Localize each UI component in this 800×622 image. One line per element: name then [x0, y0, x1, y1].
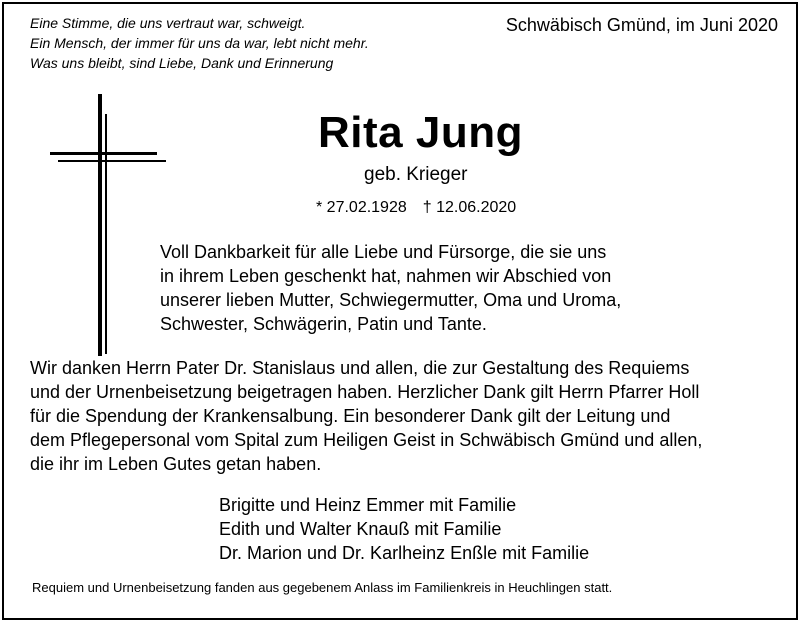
text-line: Schwester, Schwägerin, Patin und Tante.	[160, 314, 487, 334]
place-date: Schwäbisch Gmünd, im Juni 2020	[505, 15, 778, 35]
poem-line: Eine Stimme, die uns vertraut war, schweigt.	[30, 15, 306, 31]
poem-line: Ein Mensch, der immer für uns da war, lebt nicht mehr.	[30, 35, 369, 51]
death-date: † 12.06.2020	[422, 199, 517, 216]
deceased-name: Rita Jung	[318, 108, 523, 157]
text-line: in ihrem Leben geschenkt hat, nahmen wir Abschied von	[160, 266, 612, 286]
text-line: unserer lieben Mutter, Schwiegermutter, Oma und Uroma,	[160, 290, 622, 310]
life-dates	[316, 198, 516, 218]
text-line: für die Spendung der Krankensalbung. Ein besonderer Dank gilt der Leitung und	[30, 406, 671, 426]
text-line: Wir danken Herrn Pater Dr. Stanislaus und allen, die zur Gestaltung des Requiems	[30, 358, 690, 378]
text-line: dem Pflegepersonal vom Spital zum Heiligen Geist in Schwäbisch Gmünd und allen,	[30, 430, 703, 450]
mourner: Edith und Walter Knauß mit Familie	[219, 519, 502, 539]
poem-line: Was uns bleibt, sind Liebe, Dank und Erinnerung	[30, 55, 334, 71]
footnote: Requiem und Urnenbeisetzung fanden aus gegebenem Anlass im Familienkreis in Heuchlingen statt.	[32, 580, 613, 595]
memorial-poem	[30, 13, 369, 73]
text-line: die ihr im Leben Gutes getan haben.	[30, 454, 322, 474]
text-line: und der Urnenbeisetzung beigetragen haben. Herzlicher Dank gilt Herrn Pfarrer Holl	[30, 382, 700, 402]
cross-icon	[50, 94, 170, 356]
mourner: Dr. Marion und Dr. Karlheinz Enßle mit Familie	[219, 543, 590, 563]
birth-name: geb. Krieger	[364, 164, 468, 185]
acknowledgement-text	[30, 356, 702, 476]
gratitude-text	[160, 240, 621, 336]
birth-date: * 27.02.1928	[316, 199, 407, 216]
text-line: Voll Dankbarkeit für alle Liebe und Fürsorge, die sie uns	[160, 242, 607, 262]
mourner: Brigitte und Heinz Emmer mit Familie	[219, 495, 517, 515]
mourners-list	[219, 493, 589, 565]
